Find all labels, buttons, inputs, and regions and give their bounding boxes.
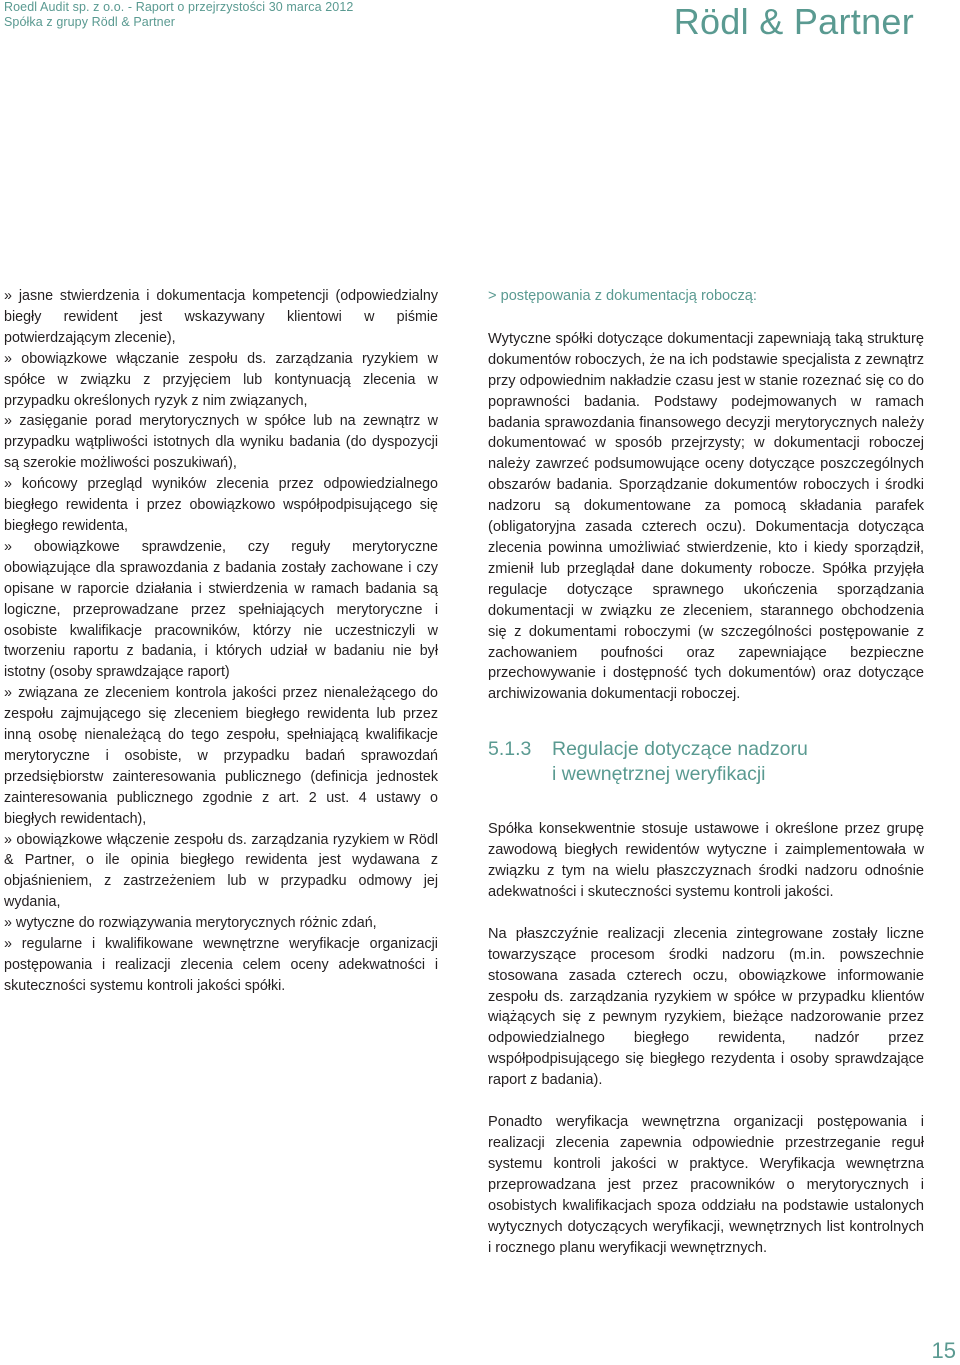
document-header bbox=[4, 0, 353, 30]
section-title-line: i wewnętrznej weryfikacji bbox=[552, 763, 766, 786]
paragraph: Wytyczne spółki dotyczące dokumentacji zapewniają taką strukturę dokumentów roboczych, że na ich podstawie specjalista z zewnątrz przy odpowiednim nakładzie czasu jest w stanie rozeznać się co do poprawności badania. Podstawy podejmowanych w ramach badania sprawozdania finansowego decyzji merytorycznych należy dokumentować w sposób przejrzysty; w dokumentacji roboczej należy zawrzeć podsumowujące oceny dotyczące poszczególnych obszarów badania. Sporządzanie dokumentów roboczych i środki nadzoru są dokumentowane za pomocą składania parafek (obligatoryjna zasada czterech oczu). Dokumentacja dotycząca zlecenia powinna umożliwiać stwierdzenie, kto i kiedy sporządził, zmienił lub przeglądał dane dokumenty robocze. Spółka przyjęła regulacje dotyczące sprawnego ukończenia sporządzania dokumentacji w związku ze zleceniem, starannego obchodzenia się z dokumentami roboczymi (w szczególności postępowanie z zachowaniem poufności oraz zapewniające bezpieczne przechowywanie i dostępność tych dokumentów) oraz dotyczące archiwizowania dokumentacji roboczej. bbox=[488, 330, 924, 703]
list-item: » jasne stwierdzenia i dokumentacja kompetencji (odpowiedzialny biegły rewident jest wskazywany klientowi w piśmie potwierdzającym zlecenie), bbox=[4, 288, 438, 346]
list-item: » obowiązkowe włączanie zespołu ds. zarządzania ryzykiem w spółce w związku z przyjęciem lub kontynuacją zlecenia w przypadku określonych ryzyk z nim związanych, bbox=[4, 350, 438, 409]
company-subtitle: Spółka z grupy Rödl & Partner bbox=[4, 15, 176, 29]
section-title-line: Regulacje dotyczące nadzoru bbox=[552, 738, 808, 761]
left-column bbox=[4, 286, 438, 997]
report-title: Roedl Audit sp. z o.o. - Raport o przejrzystości 30 marca 2012 bbox=[4, 0, 354, 14]
paragraph: Na płaszczyźnie realizacji zlecenia zintegrowane zostały liczne towarzyszące procesom środki nadzoru (m.in. powszechnie stosowana zasada czterech oczu, obowiązkowe informowanie zespołu ds. zarządzania ryzykiem w spółce w przypadku klientów wiążących się z pewnym ryzykiem, bieżące nadzorowanie przez odpowiedzialnego biegłego rewidenta, nadzór przez współpodpisującego się biegłego rezydenta i osoby sprawdzające raport z badania). bbox=[488, 925, 924, 1089]
list-item: » obowiązkowe włączenie zespołu ds. zarządzania ryzykiem w Rödl & Partner, o ile opinia biegłego rewidenta jest wydawana z objaśnieniem, z zastrzeżeniem lub w przypadku odmowy jej wydania, bbox=[4, 831, 438, 911]
list-item: » wytyczne do rozwiązywania merytorycznych różnic zdań, bbox=[4, 915, 377, 932]
page-number: 15 bbox=[931, 1338, 956, 1363]
subheading: > postępowania z dokumentacją roboczą: bbox=[488, 288, 757, 304]
section-heading bbox=[488, 737, 924, 787]
list-item: » końcowy przegląd wyników zlecenia przez odpowiedzialnego biegłego rewidenta i przez obowiązkowo współpodpisującego się biegłego rewidenta, bbox=[4, 476, 438, 534]
list-item: » obowiązkowe sprawdzenie, czy reguły merytoryczne obowiązujące dla sprawozdania z badania zostały zachowane i czy opisane w raporcie działania i stwierdzenia w ramach badania są logiczne, przeprowadzane przez spełniających merytoryczne i osobiste kwalifikacje pracowników, którzy nie uczestniczyli w tworzeniu raportu z badania, i których udział w badaniu nie był istotny (osoby sprawdzające raport) bbox=[4, 538, 438, 681]
paragraph: Spółka konsekwentnie stosuje ustawowe i określone przez grupę zawodową biegłych rewidentów wytyczne i zaimplementowała w związku z tym na wielu płaszczyznach środki nadzoru odnośnie adekwatności i skuteczności systemu kontroli jakości. bbox=[488, 821, 924, 900]
list-item: » związana ze zleceniem kontrola jakości przez nienależącego do zespołu zajmującego się zleceniem biegłego rewidenta lub przez inną osobę nienależącą do tego zespołu, spełniającą kwalifikacje merytoryczne i osobiste, w przypadku badań sprawozdań przedsiębiorstw zainteresowania publicznego (definicja jednostek zainteresowania publicznego zgodnie z art. 2 ust. 4 ustawy o biegłych rewidentach), bbox=[4, 685, 438, 827]
paragraph: Ponadto weryfikacja wewnętrzna organizacji postępowania i realizacji zlecenia zapewnia odpowiednie przestrzeganie reguł systemu kontroli jakości w praktyce. Weryfikacja wewnętrzna przeprowadzana jest przez pracowników o merytorycznych i osobistych kwalifikacjach spoza oddziału na podstawie ustalonych wytycznych dotyczących weryfikacji, wewnętrznych list kontrolnych i rocznego planu weryfikacji wewnętrznych. bbox=[488, 1114, 924, 1256]
list-item: » regularne i kwalifikowane wewnętrzne weryfikacje organizacji postępowania i realizacji zlecenia celem oceny adekwatności i skuteczności systemu kontroli jakości spółki. bbox=[4, 936, 438, 994]
right-column bbox=[488, 286, 924, 1258]
section-title bbox=[552, 737, 808, 787]
brand-logo: Rödl & Partner bbox=[673, 1, 914, 42]
list-item: » zasięganie porad merytorycznych w spółce lub na zewnątrz w przypadku wątpliwości istotnych dla wyniku badania (do dyspozycji są szerokie możliwości poszukiwań), bbox=[4, 413, 438, 472]
section-number: 5.1.3 bbox=[488, 738, 532, 761]
